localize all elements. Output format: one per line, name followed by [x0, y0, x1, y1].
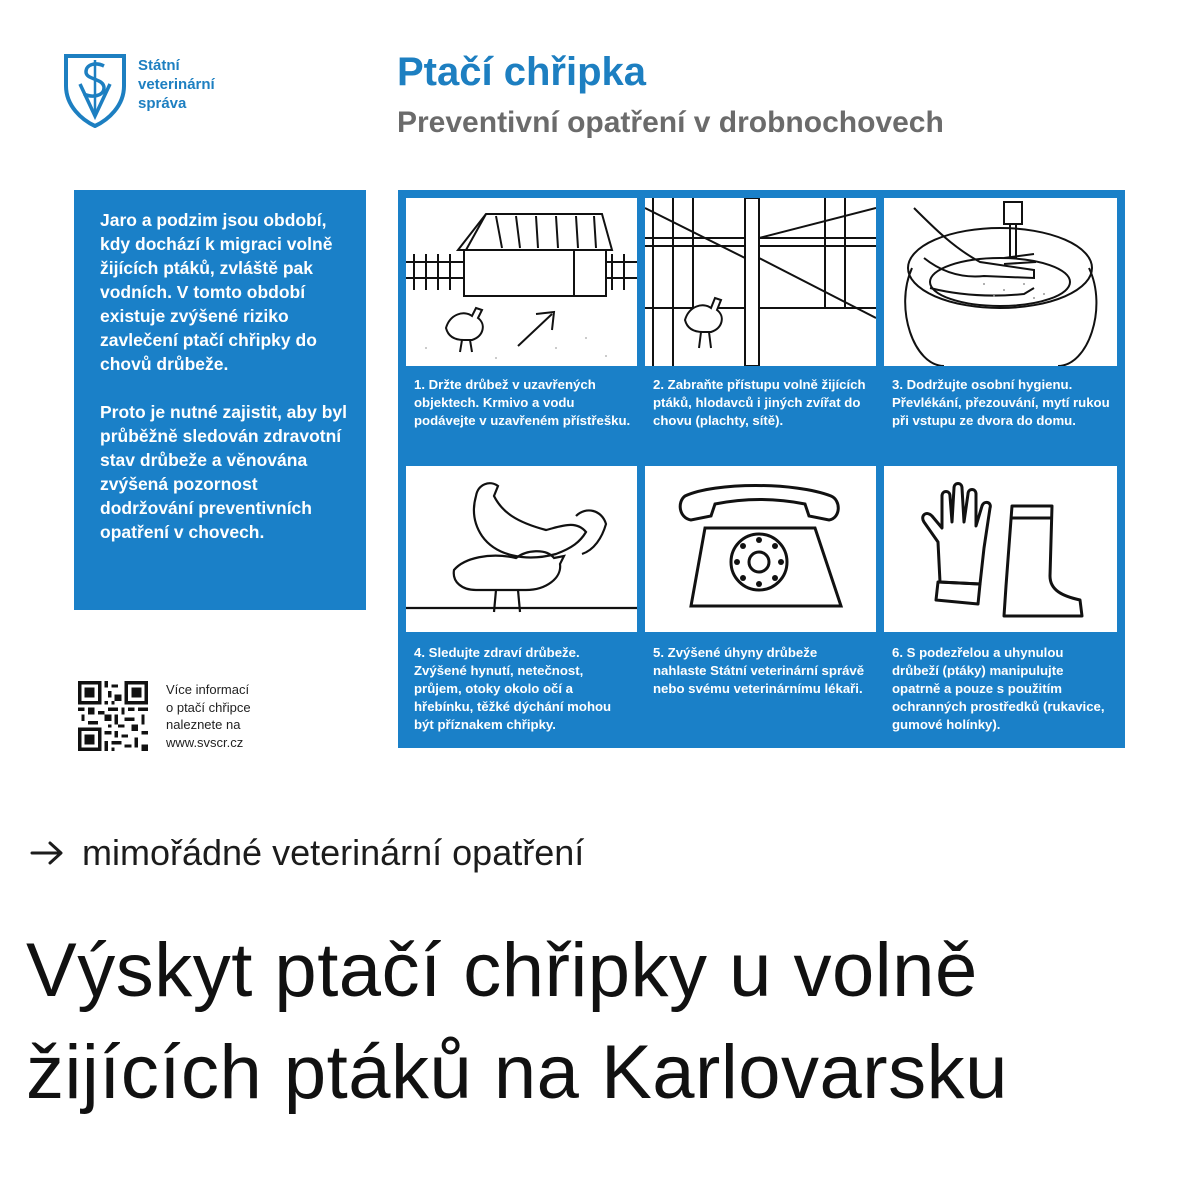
category-link[interactable]	[28, 832, 584, 874]
qr-code-icon[interactable]	[78, 681, 148, 751]
article-headline[interactable]: Výskyt ptačí chřipky u volně žijících ptáků na Karlovarsku	[26, 928, 1008, 1115]
more-info-line: o ptačí chřipce	[166, 699, 251, 715]
more-info-link[interactable]: www.svscr.cz	[166, 734, 244, 750]
more-info-text	[166, 681, 306, 751]
step-6-picture	[884, 466, 1117, 632]
hand-washing-icon	[884, 198, 1117, 366]
fence-barrier-icon	[645, 198, 876, 366]
intro-paragraph: Proto je nutné zajistit, aby byl průběžně sledován zdravotní stav drůbeže a věnována zvýšená pozornost dodržování preventivních opatření v chovech.	[100, 402, 347, 542]
more-info-line: Více informací	[166, 682, 250, 697]
logo-text	[138, 56, 215, 113]
poster-subtitle: Preventivní opatření v drobnochovech	[397, 106, 944, 139]
shield-icon	[62, 50, 128, 128]
category-label: mimořádné veterinární opatření	[82, 832, 585, 873]
step-6-text: 6. S podezřelou a uhynulou drůbeží (ptáky) manipulujte opatrně a pouze s použitím ochranných prostředků (rukavice, gumové holínky).	[892, 645, 1105, 732]
step-2-text: 2. Zabraňte přístupu volně žijících ptáků, hlodavců i jiných zvířat do chovu (plachty, sítě).	[653, 377, 866, 428]
logo-line: Státní	[138, 57, 180, 74]
svs-logo	[62, 50, 262, 130]
intro-paragraph: Jaro a podzim jsou období, kdy dochází k migraci volně žijících ptáků, zvláště pak vodních. V tomto období existuje zvýšené riziko zavlečení ptačí chřipky do chovů drůbeže.	[100, 210, 333, 374]
step-4-picture	[406, 466, 637, 632]
step-4-text: 4. Sledujte zdraví drůbeže. Zvýšené hynutí, netečnost, průjem, otoky okolo očí a hřebínku, těžké dýchání mohou být příznakem chřipky.	[414, 645, 612, 732]
prevention-steps-grid	[398, 190, 1125, 748]
step-1-text: 1. Držte drůbež v uzavřených objektech. Krmivo a vodu podávejte v uzavřeném přístřešku.	[414, 377, 631, 428]
more-info-line: naleznete na	[166, 717, 241, 732]
logo-line: správa	[138, 95, 187, 112]
step-1-picture	[406, 198, 637, 366]
intro-box	[74, 190, 366, 610]
step-3-text: 3. Dodržujte osobní hygienu. Převlékání, přezouvání, mytí rukou při vstupu ze dvora do domu.	[892, 377, 1110, 428]
step-2-picture	[645, 198, 876, 366]
poster-title: Ptačí chřipka	[397, 50, 647, 94]
poultry-shelter-icon	[406, 198, 637, 366]
telephone-icon	[645, 466, 876, 632]
step-5-text: 5. Zvýšené úhyny drůbeže nahlaste Státní veterinární správě nebo svému veterinárnímu lékaři.	[653, 645, 865, 696]
arrow-right-icon	[28, 838, 68, 868]
logo-line: veterinární	[138, 76, 215, 93]
chickens-icon	[406, 466, 637, 632]
step-3-picture	[884, 198, 1117, 366]
step-5-picture	[645, 466, 876, 632]
gloves-boots-icon	[884, 466, 1117, 632]
